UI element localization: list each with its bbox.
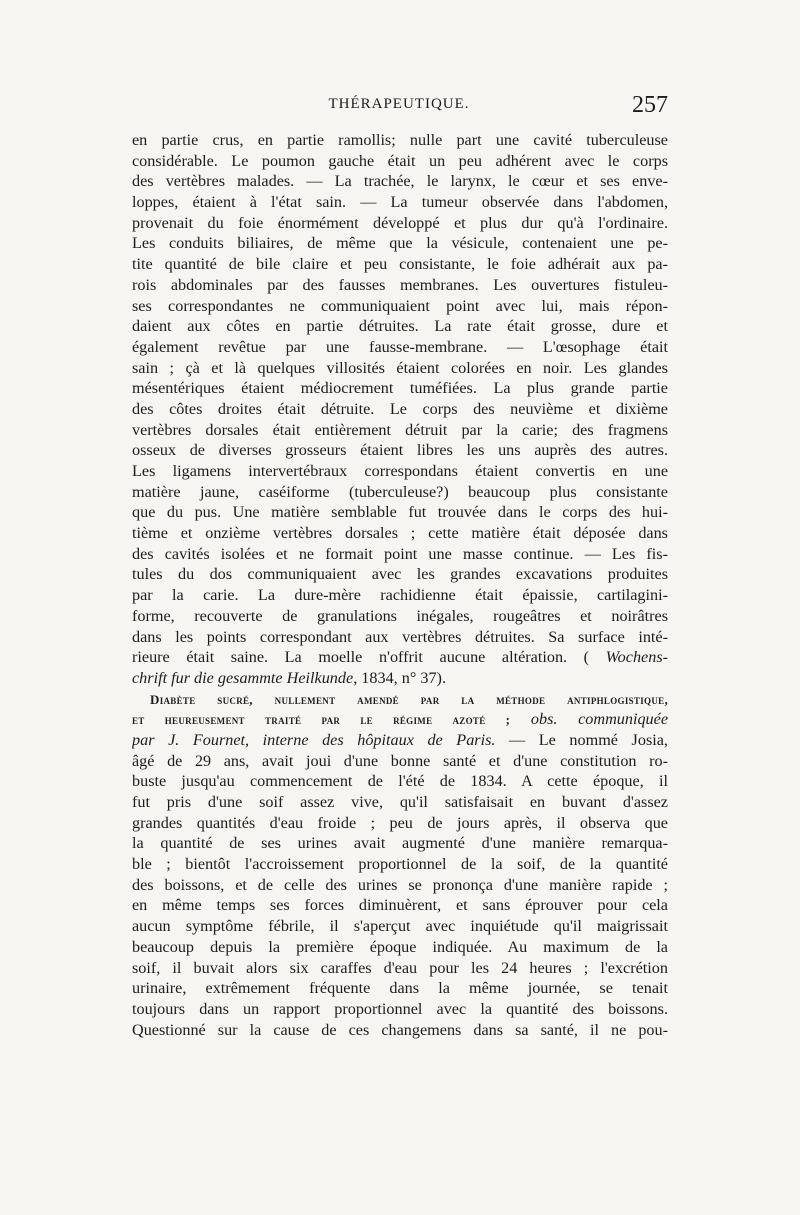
text-line: beaucoup depuis la première époque indiquée. Au maximum de la <box>132 937 668 956</box>
autopsy-paragraph <box>132 130 668 668</box>
article-text-start: — Le nommé Josia, <box>495 730 668 749</box>
text-line: grandes quantités d'eau froide ; peu de jours après, il observa que <box>132 813 668 832</box>
text-line: sain ; çà et là quelques villosités étaient colorées en noir. Les glandes <box>132 358 668 377</box>
text-line: en partie crus, en partie ramollis; nulle part une cavité tuberculeuse <box>132 131 668 149</box>
article-source: obs. communiquée <box>510 710 668 729</box>
text-line: fut pris d'une soif assez vive, qu'il satisfaisait en buvant d'assez <box>132 793 668 811</box>
text-line <box>132 647 668 668</box>
text-line: aucun symptôme fébrile, il s'aperçut avec inquiétude qu'il maigrissait <box>132 917 668 936</box>
text-line: la quantité de ses urines avait augmenté d'une manière remarqua- <box>132 834 668 853</box>
text-line: considérable. Le poumon gauche était un peu adhérent avec le corps <box>132 151 668 170</box>
text-line <box>132 668 668 689</box>
text-line: forme, recouverte de granulations inégales, rougeâtres et noirâtres <box>132 606 668 625</box>
text-line: des vertèbres malades. — La trachée, le larynx, le cœur et ses enve- <box>132 172 668 191</box>
case-paragraph <box>132 751 668 1041</box>
article-author: par J. Fournet, interne des hôpitaux de Paris. <box>132 730 496 749</box>
text-line <box>132 730 668 751</box>
text-line: urinaire, extrêmement fréquente dans la même journée, se tenait <box>132 979 668 998</box>
text-line: en même temps ses forces diminuèrent, et sans éprouver pour cela <box>132 896 668 915</box>
text-line: buste jusqu'au commencement de l'été de 1834. A cette époque, il <box>132 772 668 791</box>
text-segment: rieure était saine. La moelle n'offrit aucune altération. ( <box>132 648 590 667</box>
article-title-line <box>132 709 668 730</box>
text-line: que du pus. Une matière semblable fut trouvée dans le corps des hui- <box>132 503 668 522</box>
text-line: toujours dans un rapport proportionnel avec la quantité des boissons. <box>132 999 668 1018</box>
text-line: ses correspondantes ne communiquaient point avec lui, mais répon- <box>132 296 668 315</box>
article-title: Diabète sucré, nullement amendé par la méthode antiphlogistique, <box>150 691 668 707</box>
text-line: provenait du foie énormément développé et plus dur qu'à l'ordinaire. <box>132 213 668 232</box>
text-line: Les conduits biliaires, de même que la vésicule, contenaient une pe- <box>132 234 668 253</box>
text-line: matière jaune, caséiforme (tuberculeuse?) beaucoup plus consistante <box>132 482 668 501</box>
citation-ref: , 1834, n° 37). <box>353 668 446 687</box>
text-line: Questionné sur la cause de ces changemens dans sa santé, il ne pou- <box>132 1020 668 1039</box>
text-line: loppes, étaient à l'état sain. — La tumeur observée dans l'abdomen, <box>132 193 668 212</box>
text-line: soif, il buvait alors six caraffes d'eau pour les 24 heures ; l'excrétion <box>132 958 668 977</box>
text-line: mésentériques étaient médiocrement tuméfiées. La plus grande partie <box>132 379 668 398</box>
text-line: des boissons, et de celle des urines se prononça d'une manière rapide ; <box>132 875 668 894</box>
text-line: daient aux côtes en partie détruites. La rate était grosse, dure et <box>132 317 668 336</box>
text-line: âgé de 29 ans, avait joui d'une bonne santé et d'une constitution ro- <box>132 751 668 770</box>
text-line: rois abdominales par des fausses membranes. Les ouvertures fistuleu- <box>132 275 668 294</box>
running-head: THÉRAPEUTIQUE. <box>328 96 470 112</box>
text-line: vertèbres dorsales était entièrement détruit par la carie; des fragmens <box>132 420 668 439</box>
page-number: 257 <box>632 92 668 118</box>
page-header <box>130 92 668 122</box>
page-body <box>132 130 668 1040</box>
text-line: dans les points correspondant aux vertèbres détruites. Sa surface inté- <box>132 627 668 646</box>
text-line: osseux de diverses grosseurs étaient libres les uns auprès des autres. <box>132 441 668 460</box>
text-line: par la carie. La dure-mère rachidienne était épaissie, cartilagini- <box>132 586 668 605</box>
article-title-cont: et heureusement traité par le régime azoté ; <box>132 712 511 728</box>
citation-journal: Wochens- <box>605 648 668 667</box>
text-line: ble ; bientôt l'accroissement proportionnel de la soif, de la quantité <box>132 855 668 874</box>
text-line: tième et onzième vertèbres dorsales ; cette matière était déposée dans <box>132 524 668 543</box>
text-line: tite quantité de bile claire et peu consistante, le foie adhérait aux pa- <box>132 255 668 274</box>
citation-title: chrift fur die gesammte Heilkunde <box>132 668 354 687</box>
text-line: Les ligamens intervertébraux correspondans étaient convertis en une <box>132 462 668 480</box>
text-line: des cavités isolées et ne formait point une masse continue. — Les fis- <box>132 544 668 563</box>
text-line: tules du dos communiquaient avec les grandes excavations produites <box>132 565 668 584</box>
text-line: des côtes droites était détruite. Le corps des neuvième et dixième <box>132 399 668 418</box>
text-line: également revêtue par une fausse-membrane. — L'œsophage était <box>132 337 668 356</box>
article-title-line <box>132 689 668 710</box>
